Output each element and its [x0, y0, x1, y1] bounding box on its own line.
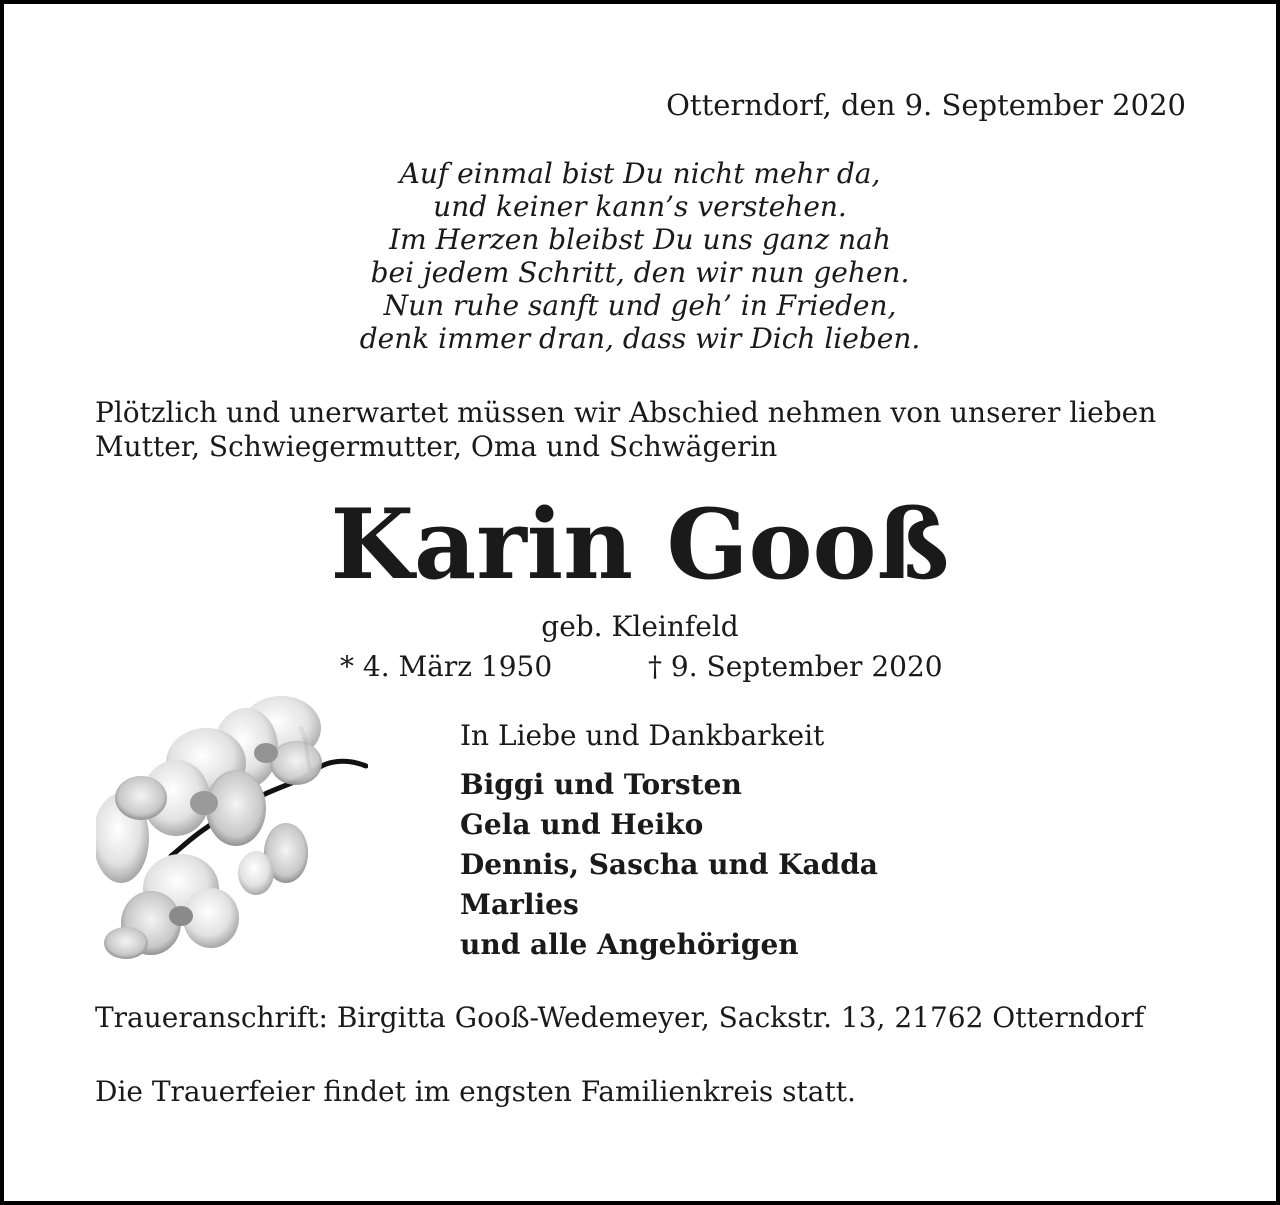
place-date: Otterndorf, den 9. September 2020 [666, 88, 1186, 122]
mourner-name: Marlies [460, 888, 579, 921]
intro-line-2: Mutter, Schwiegermutter, Oma und Schwägerin [95, 430, 778, 463]
mourner-name: und alle Angehörigen [460, 928, 799, 961]
birth-date: * 4. März 1950 [340, 650, 553, 683]
mourners-list [460, 765, 878, 965]
poem-line: bei jedem Schritt, den wir nun gehen. [370, 256, 910, 289]
death-date: † 9. September 2020 [648, 650, 943, 683]
funeral-note: Die Trauerfeier findet im engsten Familienkreis statt. [95, 1075, 856, 1108]
mourners-intro: In Liebe und Dankbarkeit [460, 719, 825, 752]
maiden-name: geb. Kleinfeld [541, 610, 739, 643]
poem-line: denk immer dran, dass wir Dich lieben. [359, 322, 921, 355]
poem-line: Im Herzen bleibst Du uns ganz nah [389, 223, 891, 256]
poem-line: und keiner kann’s verstehen. [433, 190, 847, 223]
orchid-icon [96, 688, 368, 960]
poem [0, 157, 1280, 355]
mourning-address: Traueranschrift: Birgitta Gooß-Wedemeyer, Sackstr. 13, 21762 Otterndorf [95, 1001, 1145, 1034]
poem-line: Auf einmal bist Du nicht mehr da, [399, 157, 881, 190]
mourner-name: Biggi und Torsten [460, 768, 742, 801]
deceased-name: Karin Gooß [330, 488, 950, 601]
intro-text [95, 396, 1156, 464]
poem-line: Nun ruhe sanft und geh’ in Frieden, [383, 289, 897, 322]
intro-line-1: Plötzlich und unerwartet müssen wir Abschied nehmen von unserer lieben [95, 396, 1157, 429]
mourner-name: Gela und Heiko [460, 808, 704, 841]
mourner-name: Dennis, Sascha und Kadda [460, 848, 878, 881]
